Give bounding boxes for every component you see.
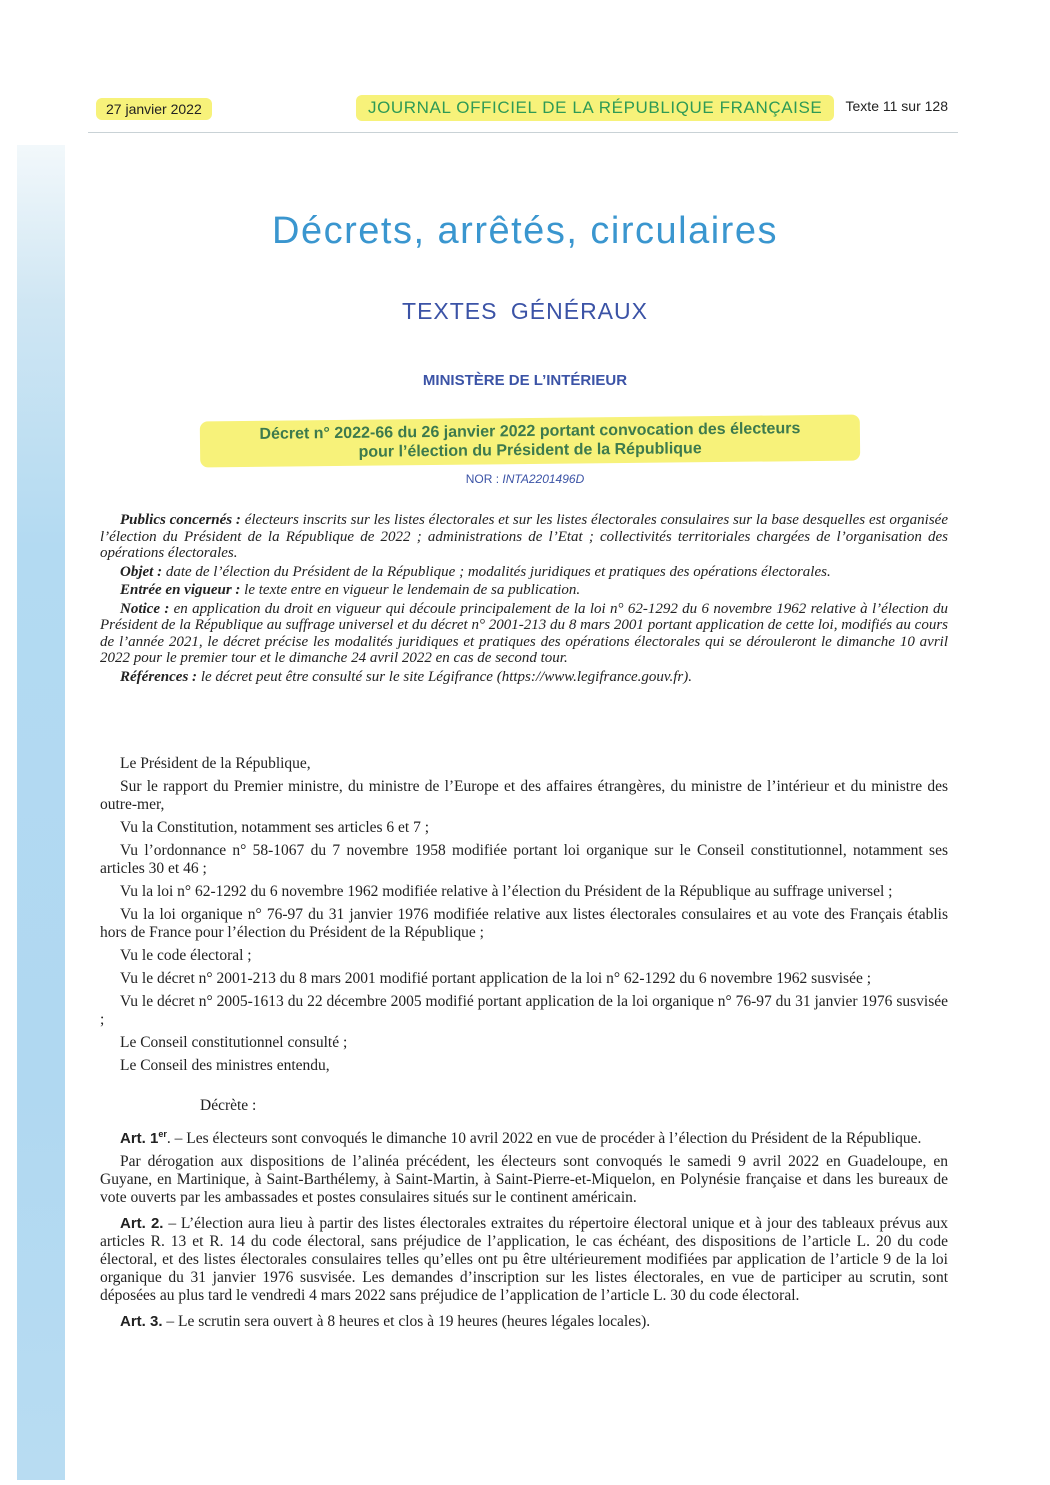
summary-notice bbox=[100, 601, 948, 667]
ministry-title: MINISTÈRE DE L’INTÉRIEUR bbox=[422, 372, 628, 389]
summary-label: Objet : bbox=[120, 563, 163, 580]
summary-entree bbox=[100, 582, 948, 599]
summary-label: Entrée en vigueur : bbox=[120, 582, 241, 598]
summary-text: le texte entre en vigueur le lendemain de sa publication. bbox=[240, 582, 581, 598]
main-title: Décrets, arrêtés, circulaires bbox=[272, 210, 778, 252]
summary-text: en application du droit en vigueur qui découle principalement de la loi n° 62-1292 du 6 novembre 1962 relative à l’élection du Président de la République au suffrage universel et du décret n° 2001-213 du 8 mars 2001 portant application de cette loi, modifiés au cours de l’année 2021, le décret précise les modalités juridiques et pratiques des opérations électorales qui se dérouleront le dimanche 10 avril 2022 pour le premier tour et le dimanche 24 avril 2022 en cas de second tour. bbox=[100, 600, 948, 666]
nor-value: INTA2201496D bbox=[502, 472, 585, 486]
section-title: TEXTES GÉNÉRAUX bbox=[402, 298, 648, 324]
article-1-paragraph-2: Par dérogation aux dispositions de l’alinéa précédent, les électeurs sont convoqués le samedi 9 avril 2022 en Guadeloupe, en Guyane, en Martinique, à Saint-Barthélemy, à Saint-Martin, à Saint-Pierre-et-Miquelon, en Polynésie française et dans les bureaux de vote ouverts par les ambassades et postes consulaires situés sur le continent américain. bbox=[100, 1153, 948, 1206]
summary-text: date de l’élection du Président de la République ; modalités juridiques et pratiques des opérations électorales. bbox=[162, 563, 831, 580]
summary-text: le décret peut être consulté sur le site Légifrance (https://www.legifrance.gouv.fr). bbox=[197, 668, 692, 685]
decree-summary bbox=[100, 512, 948, 687]
summary-label: Publics concernés : bbox=[120, 512, 241, 528]
nor-label: NOR : bbox=[465, 472, 503, 486]
visa-line: Sur le rapport du Premier ministre, du ministre de l’Europe et des affaires étrangères, du ministre de l’intérieur et du ministre des outre-mer, bbox=[100, 778, 948, 813]
visa-line: Le Conseil des ministres entendu, bbox=[120, 1057, 330, 1074]
visa-line: Vu le code électoral ; bbox=[120, 947, 252, 964]
decrete-heading: Décrète : bbox=[200, 1097, 257, 1114]
summary-objet bbox=[100, 564, 948, 581]
visa-line: Vu l’ordonnance n° 58-1067 du 7 novembre 1958 modifiée portant loi organique sur le Conseil constitutionnel, notamment ses articles 30 et 46 ; bbox=[100, 842, 948, 877]
article-1 bbox=[100, 1125, 948, 1148]
visa-line: Vu la Constitution, notamment ses articles 6 et 7 ; bbox=[120, 819, 430, 836]
nor-reference bbox=[0, 472, 1050, 486]
article-2-text: – L’élection aura lieu à partir des listes électorales extraites du répertoire électoral unique et à jour des tableaux prévus aux articles R. 13 et R. 14 du code électoral, sans préjudice de l’application, le cas échéant, des dispositions de l’article L. 20 du code électoral, et des listes électorales consulaires telles qu’elles ont pu être ultérieurement modifiées par application de l’article 9 de la loi organique du 31 janvier 1976 susvisée. Les demandes d’inscription sur les listes électorales, en vue de participer au scrutin, sont déposées au plus tard le vendredi 4 mars 2022 sans préjudice de l’application de l’article L. 30 du code électoral. bbox=[100, 1215, 948, 1304]
article-1-superscript: er bbox=[158, 1129, 167, 1139]
visa-line: Vu le décret n° 2005-1613 du 22 décembre 2005 modifié portant application de la loi organique n° 76-97 du 31 janvier 1976 susvisée ; bbox=[100, 993, 948, 1028]
header-text-count: Texte 11 sur 128 bbox=[845, 98, 948, 114]
decree-title-line1: Décret n° 2022-66 du 26 janvier 2022 portant convocation des électeurs bbox=[259, 420, 801, 443]
article-3 bbox=[100, 1313, 948, 1331]
scan-edge-strip bbox=[17, 145, 65, 1480]
page-header bbox=[88, 92, 958, 133]
decree-title-line2: pour l’élection du Président de la République bbox=[358, 440, 702, 461]
article-1-dash: . – bbox=[166, 1130, 187, 1147]
decree-title bbox=[200, 415, 860, 468]
summary-text: électeurs inscrits sur les listes électorales et sur les listes électorales consulaires sur la base desquelles est organisée l’élection du Président de la République de 2022 ; administrations de l’Etat ; collectivités territoriales chargées de l’organisation des opérations électorales. bbox=[100, 512, 948, 561]
summary-references bbox=[100, 669, 948, 686]
article-3-label: Art. 3. bbox=[120, 1313, 163, 1330]
header-date: 27 janvier 2022 bbox=[96, 98, 212, 120]
article-3-text: – Le scrutin sera ouvert à 8 heures et clos à 19 heures (heures légales locales). bbox=[162, 1313, 651, 1330]
decree-body bbox=[100, 755, 948, 1336]
header-journal-title: JOURNAL OFFICIEL DE LA RÉPUBLIQUE FRANÇAISE bbox=[356, 95, 834, 121]
summary-label: Références : bbox=[120, 668, 198, 685]
visa-line: Vu la loi n° 62-1292 du 6 novembre 1962 modifiée relative à l’élection du Président de la République au suffrage universel ; bbox=[120, 883, 893, 900]
visa-line: Vu la loi organique n° 76-97 du 31 janvier 1976 modifiée relative aux listes électorales consulaires et au vote des Français établis hors de France pour l’élection du Président de la République ; bbox=[100, 906, 948, 941]
visa-line: Vu le décret n° 2001-213 du 8 mars 2001 modifié portant application de la loi n° 62-1292 du 6 novembre 1962 susvisée ; bbox=[120, 970, 872, 987]
visa-line: Le Président de la République, bbox=[120, 755, 311, 772]
summary-publics bbox=[100, 512, 948, 562]
summary-label: Notice : bbox=[120, 600, 170, 617]
visa-line: Le Conseil constitutionnel consulté ; bbox=[120, 1034, 348, 1051]
article-2-label: Art. 2. bbox=[120, 1215, 164, 1232]
article-1-label bbox=[120, 1130, 167, 1147]
article-1-number: Art. 1 bbox=[120, 1130, 159, 1147]
article-1-text: Les électeurs sont convoqués le dimanche 10 avril 2022 en vue de procéder à l’élection du Président de la République. bbox=[186, 1130, 922, 1147]
article-2 bbox=[100, 1215, 948, 1305]
